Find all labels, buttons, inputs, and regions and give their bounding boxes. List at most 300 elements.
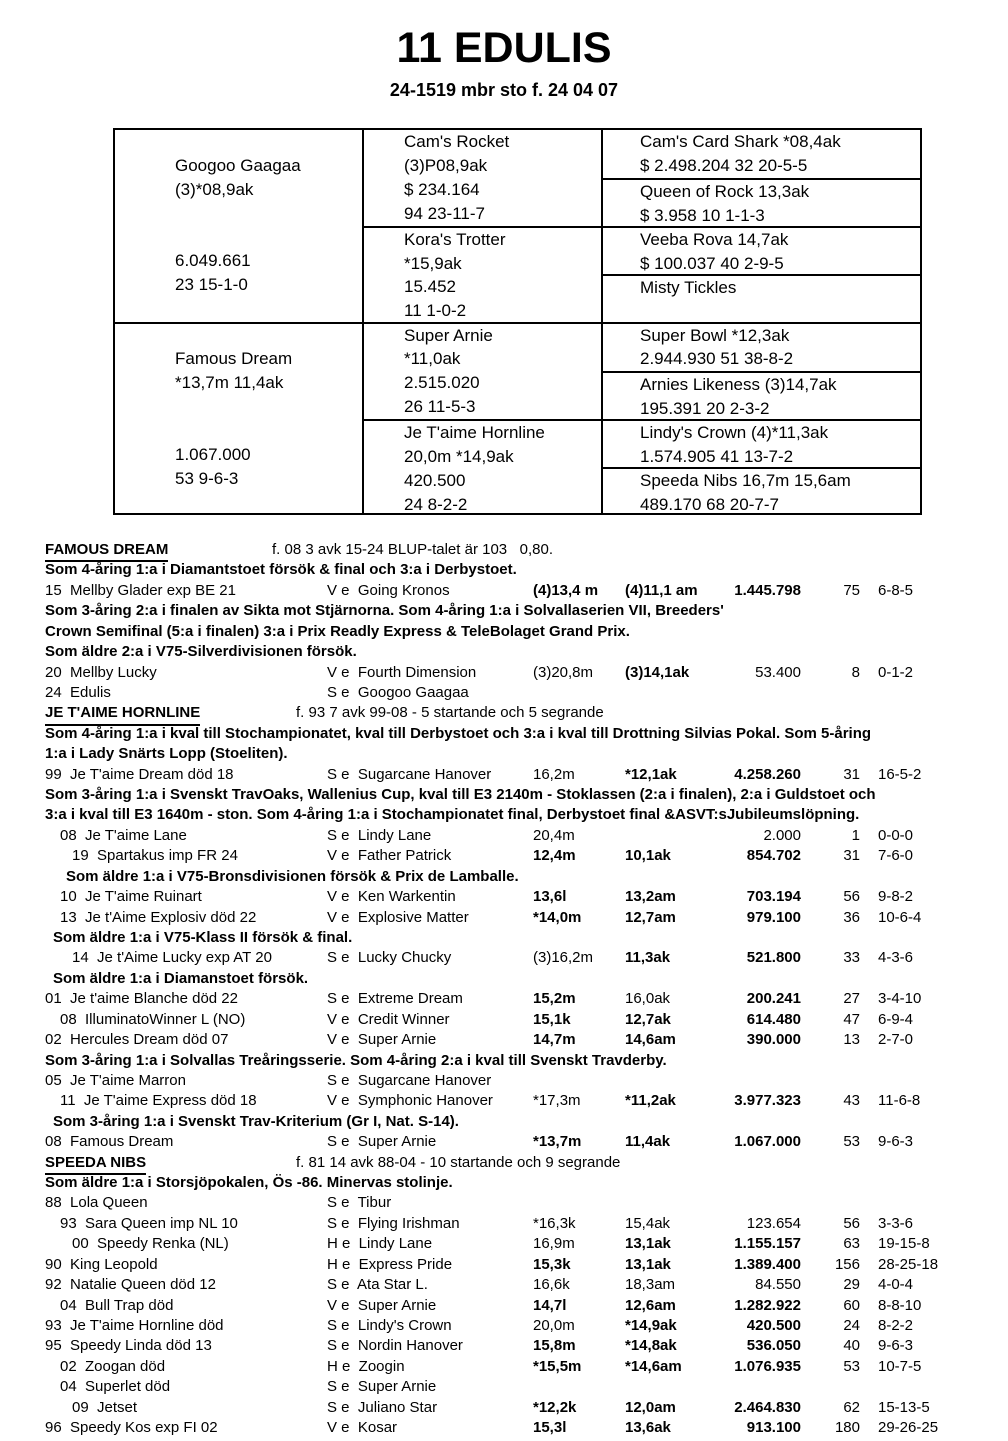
earnings: 1.282.922 xyxy=(734,1296,801,1314)
starts-count: 53 xyxy=(843,1357,860,1375)
placings: 7-6-0 xyxy=(878,847,914,865)
progeny-row xyxy=(43,1357,1008,1377)
merit-note-line xyxy=(43,1051,1008,1071)
pedigree-line: *13,7m 11,4ak xyxy=(175,373,284,393)
horse-name: 10 Je T'aime Ruinart xyxy=(60,888,202,906)
sire-name: S e Googoo Gaagaa xyxy=(327,683,469,701)
sire-name: S e Extreme Dream xyxy=(327,990,463,1008)
pedigree-line xyxy=(115,226,362,250)
earnings: 703.194 xyxy=(746,888,801,906)
record-time-2: (4)11,1 am xyxy=(625,581,698,599)
record-time-2: (3)14,1ak xyxy=(625,663,690,681)
pedigree-line: 1.067.000 xyxy=(175,444,251,464)
section-header xyxy=(43,703,1008,723)
sire-name: V e Going Kronos xyxy=(327,581,450,599)
horse-name: 99 Je T'aime Dream död 18 xyxy=(45,765,234,783)
pedigree-line: Kora's Trotter xyxy=(404,229,506,249)
record-time-2: *12,1ak xyxy=(625,765,677,783)
record-time-2: 18,3am xyxy=(625,1276,676,1294)
merit-note-line xyxy=(43,622,1008,642)
sire-name: S e Lucky Chucky xyxy=(327,949,452,967)
starts-count: 75 xyxy=(843,581,860,599)
starts-count: 27 xyxy=(843,990,860,1008)
pedigree-greatgrandparent-cell xyxy=(603,324,920,372)
record-time-2: 15,4ak xyxy=(625,1214,671,1232)
pedigree-line: 26 11-5-3 xyxy=(404,397,476,417)
dam-name-heading: JE T'AIME HORNLINE xyxy=(45,703,200,725)
placings: 0-1-2 xyxy=(878,663,914,681)
merit-note-line xyxy=(43,744,1008,764)
progeny-row xyxy=(43,1275,1008,1295)
sire-name: V e Symphonic Hanover xyxy=(327,1092,493,1110)
merit-note-line xyxy=(43,560,1008,580)
record-time-1: (4)13,4 m xyxy=(533,581,599,599)
progeny-row xyxy=(43,908,1008,928)
record-time-1: 16,2m xyxy=(533,765,575,783)
merit-note-text: 1:a i Lady Snärts Lopp (Stoeliten). xyxy=(45,745,288,763)
page-subtitle: 24-1519 mbr sto f. 24 04 07 xyxy=(389,80,619,100)
starts-count: 43 xyxy=(843,1092,860,1110)
record-time-2: 13,1ak xyxy=(625,1255,671,1273)
pedigree-table xyxy=(113,128,922,515)
pedigree-grandparent-column xyxy=(362,130,601,322)
sire-name: S e Ata Star L. xyxy=(327,1276,428,1294)
pedigree-grandparent-cell xyxy=(364,419,601,513)
merit-note-line xyxy=(43,969,1008,989)
pedigree-grandparent-cell xyxy=(364,324,601,420)
pedigree-line xyxy=(115,395,362,419)
record-time-1: *14,0m xyxy=(533,908,582,926)
placings: 10-6-4 xyxy=(878,908,922,926)
placings: 8-2-2 xyxy=(878,1316,914,1334)
pedigree-line: Lindy's Crown (4)*11,3ak xyxy=(640,423,829,443)
merit-note-line xyxy=(43,724,1008,744)
progeny-row xyxy=(43,1030,1008,1050)
sire-name: S e Tibur xyxy=(327,1194,392,1212)
pedigree-grandparent-cell xyxy=(364,130,601,226)
placings: 2-7-0 xyxy=(878,1031,914,1049)
record-time-2: 12,7am xyxy=(625,908,676,926)
horse-name: 08 Famous Dream xyxy=(45,1133,174,1151)
merit-note-text: Crown Semifinal (5:a i finalen) 3:a i Prix Readly Express & TeleBolaget Grand Prix. xyxy=(45,622,630,640)
pedigree-line: 1.574.905 41 13-7-2 xyxy=(640,447,794,467)
record-time-1: 16,9m xyxy=(533,1235,575,1253)
earnings: 854.702 xyxy=(746,847,801,865)
horse-name: 95 Speedy Linda död 13 xyxy=(45,1337,212,1355)
pedigree-greatgrandparent-column xyxy=(601,130,920,322)
record-time-2: 11,4ak xyxy=(625,1133,671,1151)
pedigree-line xyxy=(115,419,362,443)
earnings: 53.400 xyxy=(755,663,801,681)
starts-count: 36 xyxy=(843,908,860,926)
horse-name: 14 Je t'Aime Lucky exp AT 20 xyxy=(72,949,272,967)
horse-name: 00 Speedy Renka (NL) xyxy=(72,1235,229,1253)
record-time-2: *14,8ak xyxy=(625,1337,677,1355)
pedigree-line: Cam's Card Shark *08,4ak xyxy=(640,132,841,151)
pedigree-line: Super Arnie xyxy=(404,325,493,345)
sire-name: S e Sugarcane Hanover xyxy=(327,765,492,783)
horse-name: 11 Je T'aime Express död 18 xyxy=(60,1092,257,1110)
pedigree-line xyxy=(115,491,362,513)
pedigree-line xyxy=(603,299,920,321)
starts-count: 1 xyxy=(851,826,860,844)
record-time-1: (3)20,8m xyxy=(533,663,594,681)
horse-name: 05 Je T'aime Marron xyxy=(45,1071,186,1089)
placings: 16-5-2 xyxy=(878,765,922,783)
merit-note-text: Som äldre 1:a i Storsjöpokalen, Ös -86. Minervas stolinje. xyxy=(45,1174,453,1192)
starts-count: 60 xyxy=(843,1296,860,1314)
merit-note-line xyxy=(43,928,1008,948)
horse-name: 93 Sara Queen imp NL 10 xyxy=(60,1214,238,1232)
earnings: 913.100 xyxy=(746,1419,801,1437)
record-time-1: 15,8m xyxy=(533,1337,576,1355)
pedigree-line: 2.944.930 51 38-8-2 xyxy=(640,349,794,369)
record-time-1: 16,6k xyxy=(533,1276,570,1294)
pedigree-line: Cam's Rocket xyxy=(404,132,510,151)
pedigree-greatgrandparent-cell xyxy=(603,130,920,178)
merit-note-text: Som äldre 1:a i V75-Klass II försök & final. xyxy=(53,928,353,946)
record-time-1: 15,1k xyxy=(533,1010,571,1028)
starts-count: 62 xyxy=(843,1398,860,1416)
starts-count: 29 xyxy=(843,1276,860,1294)
pedigree-half xyxy=(115,322,920,514)
horse-name: 20 Mellby Lucky xyxy=(45,663,157,681)
earnings: 84.550 xyxy=(755,1276,801,1294)
progeny-row xyxy=(43,1418,1008,1438)
record-time-1: *13,7m xyxy=(533,1133,582,1151)
merit-note-text: Som äldre 2:a i V75-Silverdivisionen försök. xyxy=(45,643,357,661)
record-time-2: 12,7ak xyxy=(625,1010,671,1028)
horse-name: 02 Zoogan död xyxy=(60,1357,166,1375)
starts-count: 8 xyxy=(851,663,860,681)
merit-note-text: Som 3-åring 2:a i finalen av Sikta mot Stjärnorna. Som 4-åring 1:a i Solvallaserien VII, Breeders' xyxy=(45,602,724,620)
progeny-row xyxy=(43,1234,1008,1254)
pedigree-line: 23 15-1-0 xyxy=(175,275,248,295)
sire-name: S e Juliano Star xyxy=(327,1398,438,1416)
earnings: 614.480 xyxy=(746,1010,801,1028)
placings: 3-3-6 xyxy=(878,1214,914,1232)
starts-count: 40 xyxy=(843,1337,860,1355)
placings: 10-7-5 xyxy=(878,1357,922,1375)
progeny-row xyxy=(43,683,1008,703)
progeny-row xyxy=(43,1316,1008,1336)
dam-name-heading: SPEEDA NIBS xyxy=(45,1153,146,1175)
sire-name: V e Credit Winner xyxy=(327,1010,450,1028)
horse-name: 90 King Leopold xyxy=(45,1255,158,1273)
merit-note-line xyxy=(43,642,1008,662)
sire-name: V e Ken Warkentin xyxy=(327,888,456,906)
pedigree-line: 420.500 xyxy=(404,470,466,490)
record-time-2: 10,1ak xyxy=(625,847,671,865)
merit-note-line xyxy=(43,785,1008,805)
sire-name: V e Super Arnie xyxy=(327,1296,437,1314)
placings: 11-6-8 xyxy=(878,1092,921,1110)
record-time-1: 12,4m xyxy=(533,847,576,865)
sire-name: S e Sugarcane Hanover xyxy=(327,1071,492,1089)
progeny-listing xyxy=(43,540,1008,1435)
starts-count: 33 xyxy=(843,949,860,967)
pedigree-line: Queen of Rock 13,3ak xyxy=(640,181,810,201)
starts-count: 31 xyxy=(843,765,860,783)
horse-name: 93 Je T'aime Hornline död xyxy=(45,1316,224,1334)
placings: 0-0-0 xyxy=(878,826,914,844)
earnings: 3.977.323 xyxy=(734,1092,801,1110)
earnings: 521.800 xyxy=(746,949,801,967)
pedigree-line xyxy=(115,324,362,348)
pedigree-greatgrandparent-cell xyxy=(603,371,920,419)
pedigree-greatgrandparent-cell xyxy=(603,467,920,513)
record-time-2: 16,0ak xyxy=(625,990,671,1008)
pedigree-line xyxy=(115,130,362,154)
placings: 9-6-3 xyxy=(878,1133,914,1151)
pedigree-line: 489.170 68 20-7-7 xyxy=(640,494,779,513)
dam-info: f. 08 3 avk 15-24 BLUP-talet är 103 0,80. xyxy=(272,541,554,558)
page-title: 11 EDULIS xyxy=(396,24,612,72)
sire-name: S e Super Arnie xyxy=(327,1378,437,1396)
placings: 3-4-10 xyxy=(878,990,922,1008)
sire-name: S e Super Arnie xyxy=(327,1133,437,1151)
merit-note-text: Som 3-åring 1:a i Svenskt TravOaks, Wallenius Cup, kval till E3 2140m - Stoklassen (2:a i finalen), 2:a i Guldstoet och xyxy=(45,786,876,804)
placings: 8-8-10 xyxy=(878,1296,922,1314)
progeny-row xyxy=(43,846,1008,866)
starts-count: 180 xyxy=(834,1419,860,1437)
sire-name: S e Lindy's Crown xyxy=(327,1316,452,1334)
pedigree-line: Super Bowl *12,3ak xyxy=(640,325,790,345)
record-time-2: 13,6ak xyxy=(625,1419,671,1437)
merit-note-text: Som äldre 1:a i Diamanstoet försök. xyxy=(53,969,309,987)
earnings: 200.241 xyxy=(746,990,801,1008)
progeny-row xyxy=(43,663,1008,683)
placings: 9-8-2 xyxy=(878,888,914,906)
placings: 19-15-8 xyxy=(878,1235,930,1253)
record-time-2: 12,0am xyxy=(625,1398,676,1416)
merit-note-text: Som äldre 1:a i V75-Bronsdivisionen försök & Prix de Lamballe. xyxy=(66,867,519,885)
sire-name: S e Nordin Hanover xyxy=(327,1337,463,1355)
progeny-row xyxy=(43,1193,1008,1213)
pedigree-line: 24 8-2-2 xyxy=(404,494,468,513)
pedigree-line: *15,9ak xyxy=(404,253,462,273)
earnings: 2.000 xyxy=(763,826,801,844)
starts-count: 31 xyxy=(843,847,860,865)
placings: 4-3-6 xyxy=(878,949,914,967)
placings: 6-9-4 xyxy=(878,1010,914,1028)
progeny-row xyxy=(43,1377,1008,1397)
pedigree-parent-cell xyxy=(115,130,362,322)
horse-name: 04 Superlet död xyxy=(60,1378,171,1396)
earnings: 1.155.157 xyxy=(734,1235,801,1253)
sire-name: S e Flying Irishman xyxy=(327,1214,460,1232)
merit-note-line xyxy=(43,867,1008,887)
earnings: 4.258.260 xyxy=(734,765,801,783)
record-time-1: 14,7l xyxy=(533,1296,567,1314)
record-time-1: *17,3m xyxy=(533,1092,581,1110)
progeny-row xyxy=(43,1071,1008,1091)
sire-name: V e Super Arnie xyxy=(327,1031,437,1049)
record-time-1: 15,2m xyxy=(533,990,576,1008)
earnings: 1.389.400 xyxy=(734,1255,801,1273)
progeny-row xyxy=(43,1398,1008,1418)
earnings: 123.654 xyxy=(746,1214,801,1232)
section-header xyxy=(43,1153,1008,1173)
merit-note-text: Som 3-åring 1:a i Svenskt Trav-Kriterium (Gr I, Nat. S-14). xyxy=(53,1112,459,1130)
pedigree-line: *11,0ak xyxy=(404,349,461,369)
pedigree-line: $ 3.958 10 1-1-3 xyxy=(640,205,765,225)
dam-name-heading: FAMOUS DREAM xyxy=(45,540,168,562)
merit-note-line xyxy=(43,601,1008,621)
sire-name: V e Fourth Dimension xyxy=(327,663,477,681)
pedigree-line: Misty Tickles xyxy=(640,277,737,297)
placings: 9-6-3 xyxy=(878,1337,914,1355)
pedigree-line xyxy=(115,202,362,226)
record-time-1: (3)16,2m xyxy=(533,949,594,967)
earnings: 1.445.798 xyxy=(734,581,801,599)
horse-name: 09 Jetset xyxy=(72,1398,138,1416)
merit-note-line xyxy=(43,805,1008,825)
progeny-row xyxy=(43,989,1008,1009)
placings: 29-26-25 xyxy=(878,1419,939,1437)
pedigree-greatgrandparent-cell xyxy=(603,178,920,226)
starts-count: 56 xyxy=(843,888,860,906)
placings: 4-0-4 xyxy=(878,1276,914,1294)
starts-count: 24 xyxy=(843,1316,860,1334)
starts-count: 63 xyxy=(843,1235,860,1253)
section-header xyxy=(43,540,1008,560)
record-time-1: 15,3k xyxy=(533,1255,571,1273)
starts-count: 156 xyxy=(834,1255,860,1273)
horse-name: 08 Je T'aime Lane xyxy=(60,826,187,844)
pedigree-greatgrandparent-cell xyxy=(603,274,920,322)
pedigree-grandparent-cell xyxy=(364,226,601,322)
record-time-2: 13,2am xyxy=(625,888,676,906)
pedigree-line: 11 1-0-2 xyxy=(404,301,467,321)
pedigree-line: (3)*08,9ak xyxy=(175,179,254,199)
earnings: 1.076.935 xyxy=(734,1357,801,1375)
merit-note-line xyxy=(43,1112,1008,1132)
record-time-1: *16,3k xyxy=(533,1214,576,1232)
starts-count: 13 xyxy=(843,1031,860,1049)
pedigree-line: 53 9-6-3 xyxy=(175,468,239,488)
dam-info: f. 81 14 avk 88-04 - 10 startande och 9 segrande xyxy=(296,1153,621,1171)
record-time-2: *14,6am xyxy=(625,1357,682,1375)
progeny-row xyxy=(43,1336,1008,1356)
progeny-row xyxy=(43,1010,1008,1030)
pedigree-line: 20,0m *14,9ak xyxy=(404,447,514,467)
progeny-row xyxy=(43,1214,1008,1234)
pedigree-line: Googoo Gaagaa xyxy=(175,155,301,175)
pedigree-line: 6.049.661 xyxy=(175,251,251,271)
sire-name: H e Zoogin xyxy=(327,1357,405,1375)
horse-name: 08 IlluminatoWinner L (NO) xyxy=(60,1010,246,1028)
earnings: 2.464.830 xyxy=(734,1398,801,1416)
record-time-2: 12,6am xyxy=(625,1296,676,1314)
horse-name: 96 Speedy Kos exp FI 02 xyxy=(45,1419,218,1437)
record-time-2: 11,3ak xyxy=(625,949,671,967)
earnings: 536.050 xyxy=(746,1337,801,1355)
pedigree-line: 94 23-11-7 xyxy=(404,203,485,223)
sire-name: S e Lindy Lane xyxy=(327,826,432,844)
horse-name: 88 Lola Queen xyxy=(45,1194,148,1212)
horse-name: 01 Je t'aime Blanche död 22 xyxy=(45,990,238,1008)
record-time-1: 13,6l xyxy=(533,888,567,906)
pedigree-greatgrandparent-cell xyxy=(603,419,920,467)
pedigree-half xyxy=(115,130,920,322)
pedigree-line: $ 100.037 40 2-9-5 xyxy=(640,253,784,273)
progeny-row xyxy=(43,826,1008,846)
merit-note-text: 3:a i kval till E3 1640m - ston. Som 4-åring 1:a i Stochampionatet final, Derbystoet final &ASVT:sJubileumslöpning. xyxy=(45,806,860,824)
pedigree-line: (3)P08,9ak xyxy=(404,155,488,175)
horse-name: 15 Mellby Glader exp BE 21 xyxy=(45,581,236,599)
sire-name: V e Father Patrick xyxy=(327,847,452,865)
pedigree-parent-cell xyxy=(115,324,362,514)
progeny-row xyxy=(43,581,1008,601)
record-time-1: *15,5m xyxy=(533,1357,582,1375)
pedigree-line: 15.452 xyxy=(404,277,456,297)
pedigree-line: $ 2.498.204 32 20-5-5 xyxy=(640,155,808,175)
record-time-1: *12,2k xyxy=(533,1398,577,1416)
pedigree-line xyxy=(115,297,362,321)
horse-name: 04 Bull Trap död xyxy=(60,1296,174,1314)
record-time-1: 20,4m xyxy=(533,826,575,844)
horse-name: 02 Hercules Dream död 07 xyxy=(45,1031,229,1049)
progeny-row xyxy=(43,1132,1008,1152)
pedigree-line: Speeda Nibs 16,7m 15,6am xyxy=(640,471,851,491)
pedigree-line: 2.515.020 xyxy=(404,373,480,393)
horse-name: 19 Spartakus imp FR 24 xyxy=(72,847,238,865)
progeny-row xyxy=(43,765,1008,785)
progeny-row xyxy=(43,1091,1008,1111)
record-time-2: 13,1ak xyxy=(625,1235,671,1253)
progeny-row xyxy=(43,1296,1008,1316)
pedigree-line: Veeba Rova 14,7ak xyxy=(640,229,789,249)
horse-name: 24 Edulis xyxy=(45,683,111,701)
pedigree-line: Arnies Likeness (3)14,7ak xyxy=(640,375,837,395)
merit-note-text: Som 4-åring 1:a i kval till Stochampionatet, kval till Derbystoet och 3:a i kval till Drottning Silvias Pokal. Som 5-åring xyxy=(45,724,872,742)
record-time-1: 15,3l xyxy=(533,1419,567,1437)
progeny-row xyxy=(43,948,1008,968)
pedigree-line: 195.391 20 2-3-2 xyxy=(640,399,770,419)
pedigree-grandparent-column xyxy=(362,324,601,514)
sire-name: V e Explosive Matter xyxy=(327,908,469,926)
earnings: 420.500 xyxy=(746,1316,801,1334)
pedigree-greatgrandparent-cell xyxy=(603,226,920,274)
pedigree-line: Je T'aime Hornline xyxy=(404,423,545,443)
pedigree-greatgrandparent-column xyxy=(601,324,920,514)
merit-note-text: Som 3-åring 1:a i Solvallas Treåringsserie. Som 4-åring 2:a i kval till Svenskt Travderby. xyxy=(45,1051,667,1069)
record-time-1: 20,0m xyxy=(533,1316,575,1334)
sire-name: V e Kosar xyxy=(327,1419,398,1437)
merit-note-text: Som 4-åring 1:a i Diamantstoet försök & final och 3:a i Derbystoet. xyxy=(45,561,517,579)
horse-name: 13 Je t'Aime Explosiv död 22 xyxy=(60,908,257,926)
starts-count: 47 xyxy=(843,1010,860,1028)
progeny-row xyxy=(43,1255,1008,1275)
placings: 6-8-5 xyxy=(878,581,914,599)
sire-name: H e Express Pride xyxy=(327,1255,453,1273)
starts-count: 56 xyxy=(843,1214,860,1232)
progeny-row xyxy=(43,887,1008,907)
record-time-2: 14,6am xyxy=(625,1031,676,1049)
record-time-2: *11,2ak xyxy=(625,1092,676,1110)
earnings: 390.000 xyxy=(746,1031,801,1049)
dam-info: f. 93 7 avk 99-08 - 5 startande och 5 segrande xyxy=(296,704,604,722)
starts-count: 53 xyxy=(843,1133,860,1151)
record-time-2: *14,9ak xyxy=(625,1316,677,1334)
record-time-1: 14,7m xyxy=(533,1031,576,1049)
pedigree-line: $ 234.164 xyxy=(404,179,480,199)
placings: 15-13-5 xyxy=(878,1398,930,1416)
merit-note-line xyxy=(43,1173,1008,1193)
horse-name: 92 Natalie Queen död 12 xyxy=(45,1276,216,1294)
pedigree-line: Famous Dream xyxy=(175,349,293,369)
